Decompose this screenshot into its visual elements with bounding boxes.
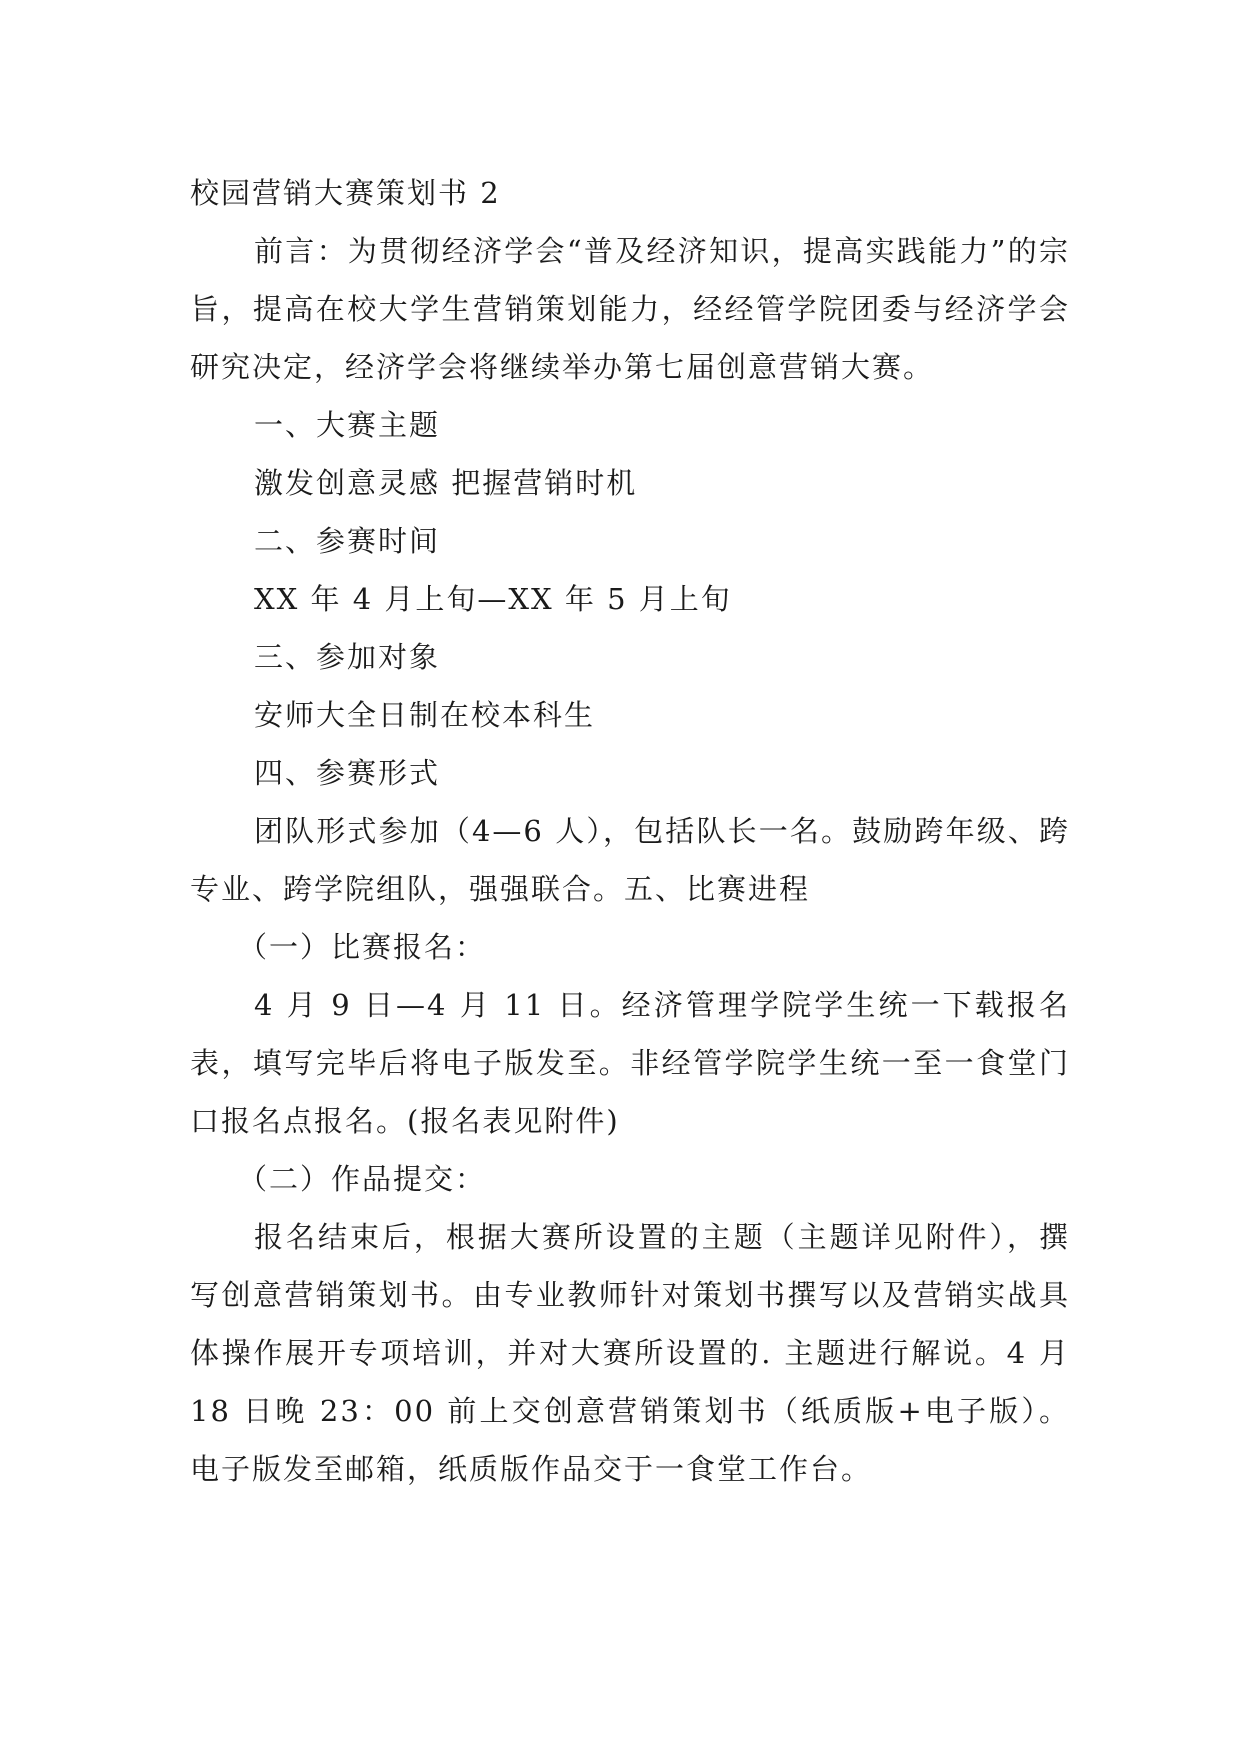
section-heading-format: 四、参赛形式 <box>254 756 441 790</box>
subsection-heading-registration: （一）比赛报名： <box>238 930 487 964</box>
section-heading-time: 二、参赛时间 <box>254 524 441 558</box>
subsection-heading-submission: （二）作品提交： <box>238 1162 487 1196</box>
section-heading-participants: 三、参加对象 <box>254 640 441 674</box>
theme-text: 激发创意灵感 把握营销时机 <box>254 466 638 500</box>
submission-paragraph: 报名结束后，根据大赛所设置的主题（主题详见附件），撰写创意营销策划书。由专业教师针对策划书撰写以及营销实战具体操作展开专项培训，并对大赛所设置的. 主题进行解说。4 月 18 日晚 23：00 前上交创意营销策划书（纸质版+电子版）。电子版发至邮箱，纸质版作品交于一食堂工作台。 <box>190 1220 1070 1486</box>
time-text: XX 年 4 月上旬—XX 年 5 月上旬 <box>254 582 732 616</box>
registration-paragraph: 4 月 9 日—4 月 11 日。经济管理学院学生统一下载报名表，填写完毕后将电子版发至。非经管学院学生统一至一食堂门口报名点报名。(报名表见附件) <box>190 988 1070 1138</box>
section-heading-theme: 一、大赛主题 <box>254 408 441 442</box>
format-paragraph: 团队形式参加（4—6 人），包括队长一名。鼓励跨年级、跨专业、跨学院组队，强强联合。五、比赛进程 <box>190 814 1070 906</box>
document-title: 校园营销大赛策划书 2 <box>190 176 501 210</box>
participants-text: 安师大全日制在校本科生 <box>254 698 596 732</box>
preface-paragraph: 前言：为贯彻经济学会“普及经济知识，提高实践能力”的宗旨，提高在校大学生营销策划能力，经经管学院团委与经济学会研究决定，经济学会将继续举办第七届创意营销大赛。 <box>190 234 1070 384</box>
document-body <box>190 164 1070 1498</box>
